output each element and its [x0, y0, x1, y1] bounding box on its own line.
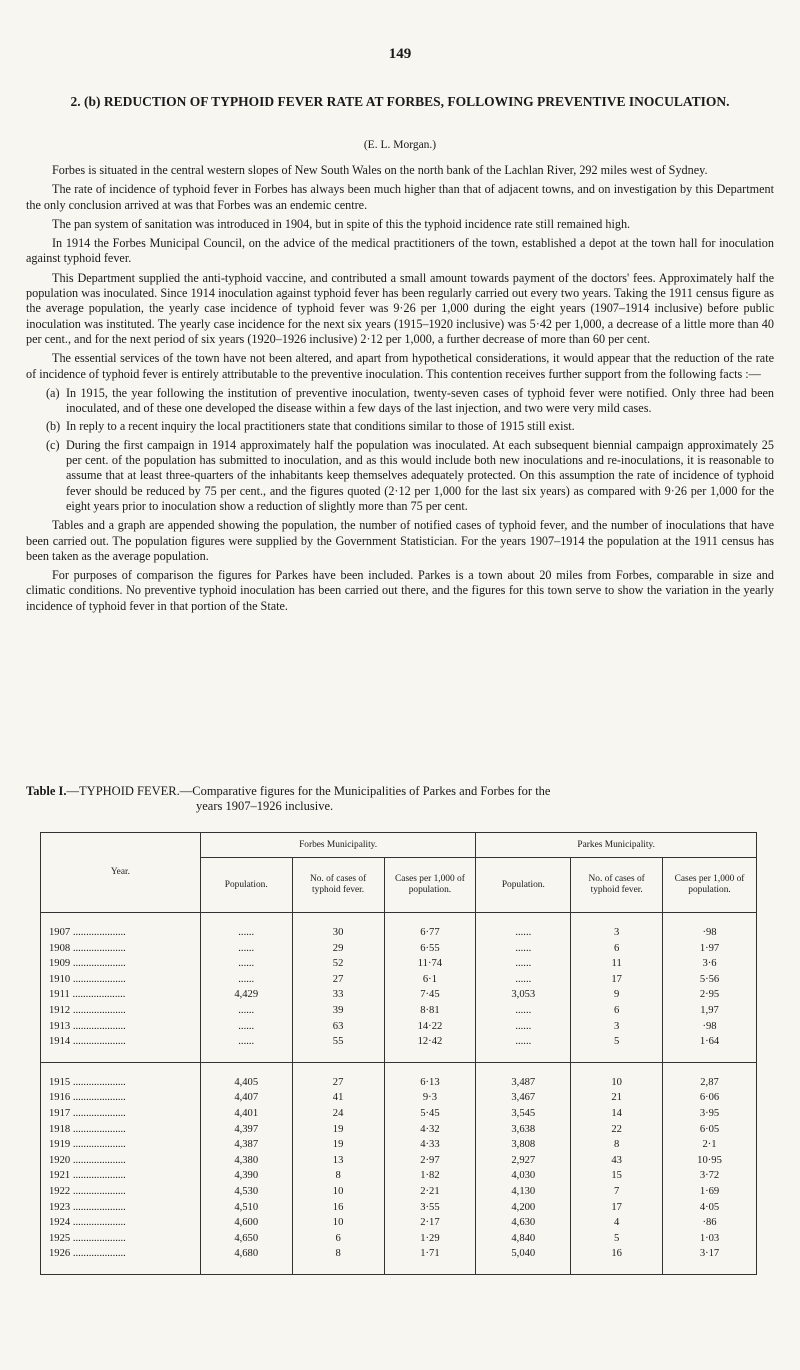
cell-p-pop: 4,130	[476, 1184, 571, 1200]
cell-f-cases: 10	[292, 1184, 384, 1200]
cell-p-rate: ·86	[663, 1215, 757, 1231]
spacer-cell	[476, 1050, 571, 1063]
cell-p-rate: 2,87	[663, 1075, 757, 1091]
cell-f-rate: 4·32	[384, 1122, 476, 1138]
table-row	[41, 1246, 757, 1262]
page-number: 149	[388, 46, 412, 62]
table-label: Table I.	[26, 784, 67, 798]
cell-f-cases: 41	[292, 1090, 384, 1106]
cell-p-pop: ......	[476, 972, 571, 988]
cell-p-rate: 3·72	[663, 1168, 757, 1184]
paragraph: The essential services of the town have not been altered, and apart from hypothetical considerations, it would appear that the reduction of the rate of incidence of typhoid fever is entirely attributable to the preventive inoculation. This contention receives further support from the following facts :—	[26, 351, 774, 381]
cell-p-rate: 3·17	[663, 1246, 757, 1262]
cell-p-pop: 4,030	[476, 1168, 571, 1184]
facts-list	[26, 386, 774, 514]
cell-p-cases: 5	[571, 1231, 663, 1247]
typhoid-table	[40, 832, 757, 1275]
table-row	[41, 1137, 757, 1153]
cell-p-cases: 15	[571, 1168, 663, 1184]
cell-f-cases: 63	[292, 1019, 384, 1035]
table-row	[41, 941, 757, 957]
cell-year: 1914 ....................	[41, 1034, 201, 1050]
cell-f-rate: 2·97	[384, 1153, 476, 1169]
spacer-cell	[41, 1062, 201, 1075]
table-row	[41, 1090, 757, 1106]
cell-p-rate: 6·05	[663, 1122, 757, 1138]
cell-f-cases: 10	[292, 1215, 384, 1231]
spacer-cell	[571, 1050, 663, 1063]
cell-f-cases: 19	[292, 1122, 384, 1138]
cell-p-cases: 4	[571, 1215, 663, 1231]
cell-f-cases: 39	[292, 1003, 384, 1019]
cell-p-cases: 16	[571, 1246, 663, 1262]
cell-f-cases: 29	[292, 941, 384, 957]
cell-year: 1924 ....................	[41, 1215, 201, 1231]
cell-f-cases: 33	[292, 987, 384, 1003]
cell-p-cases: 43	[571, 1153, 663, 1169]
fact-text: In reply to a recent inquiry the local practitioners state that conditions similar to those of 1915 still exist.	[66, 419, 575, 434]
fact-item	[26, 419, 774, 434]
table-row	[41, 1200, 757, 1216]
cell-p-cases: 3	[571, 1019, 663, 1035]
cell-p-pop: ......	[476, 956, 571, 972]
spacer-cell	[41, 1050, 201, 1063]
cell-p-rate: ·98	[663, 925, 757, 941]
cell-f-cases: 16	[292, 1200, 384, 1216]
table-row	[41, 956, 757, 972]
cell-f-rate: 1·82	[384, 1168, 476, 1184]
cell-p-cases: 6	[571, 1003, 663, 1019]
cell-f-cases: 19	[292, 1137, 384, 1153]
cell-p-rate: 5·56	[663, 972, 757, 988]
col-header-year: Year.	[41, 833, 201, 913]
cell-f-rate: 2·21	[384, 1184, 476, 1200]
paragraph: Forbes is situated in the central western slopes of New South Wales on the north bank of the Lachlan River, 292 miles west of Sydney.	[52, 163, 708, 177]
cell-p-rate: 1·03	[663, 1231, 757, 1247]
cell-year: 1913 ....................	[41, 1019, 201, 1035]
cell-year: 1922 ....................	[41, 1184, 201, 1200]
fact-text: In 1915, the year following the institution of preventive inoculation, twenty-seven cases of typhoid fever were notified. Only three had been inoculated, and of these one developed the disease within a few days of the last injection, and two were very mild cases.	[66, 385, 774, 416]
cell-year: 1921 ....................	[41, 1168, 201, 1184]
cell-p-pop: 4,200	[476, 1200, 571, 1216]
cell-f-pop: 4,510	[200, 1200, 292, 1216]
cell-p-rate: 3·6	[663, 956, 757, 972]
table-row	[41, 1153, 757, 1169]
paragraph: This Department supplied the anti-typhoid vaccine, and contributed a small amount towards payment of the doctors' fees. Approximately half the population was inoculated. Since 1914 inoculation against typhoid fever has been regularly carried out every two years. Taking the 1911 census figure as the average population, the yearly case incidence of typhoid fever was 9·26 per 1,000 during the eight years (1907–1914 inclusive) before public inoculation was instituted. The yearly case incidence for the next six years (1915–1920 inclusive) was 5·42 per 1,000, a decrease of a little more than 40 per cent., and for the next period of six years (1920–1926 inclusive) 2·12 per 1,000, a further decrease of more than 60 per cent.	[26, 270, 774, 346]
cell-p-cases: 17	[571, 1200, 663, 1216]
cell-f-cases: 30	[292, 925, 384, 941]
cell-year: 1917 ....................	[41, 1106, 201, 1122]
cell-f-pop: 4,405	[200, 1075, 292, 1091]
cell-p-pop: 3,545	[476, 1106, 571, 1122]
cell-f-rate: 3·55	[384, 1200, 476, 1216]
spacer-cell	[476, 1062, 571, 1075]
col-header-parkes-rate: Cases per 1,000 of population.	[663, 858, 757, 913]
fact-item	[26, 386, 774, 417]
cell-f-pop: ......	[200, 956, 292, 972]
cell-p-pop: 4,840	[476, 1231, 571, 1247]
table-row	[41, 1215, 757, 1231]
cell-p-pop: 3,487	[476, 1075, 571, 1091]
cell-p-pop: 4,630	[476, 1215, 571, 1231]
cell-year: 1916 ....................	[41, 1090, 201, 1106]
cell-f-pop: 4,401	[200, 1106, 292, 1122]
cell-f-pop: 4,600	[200, 1215, 292, 1231]
cell-year: 1925 ....................	[41, 1231, 201, 1247]
paragraph: For purposes of comparison the figures for Parkes have been included. Parkes is a town about 20 miles from Forbes, comparable in size and climatic conditions. No preventive typhoid inoculation has been carried out there, and the figures for this town serve to show the variation in the yearly incidence of typhoid fever in that portion of the State.	[26, 568, 774, 613]
cell-f-cases: 52	[292, 956, 384, 972]
fact-label: (a)	[46, 385, 60, 400]
spacer-cell	[476, 913, 571, 926]
paragraph: The pan system of sanitation was introduced in 1904, but in spite of this the typhoid incidence rate still remained high.	[52, 216, 631, 231]
spacer-cell	[571, 1262, 663, 1275]
cell-f-pop: 4,429	[200, 987, 292, 1003]
spacer-cell	[384, 1262, 476, 1275]
col-header-forbes-rate: Cases per 1,000 of population.	[384, 858, 476, 913]
spacer-cell	[571, 1062, 663, 1075]
spacer-cell	[384, 913, 476, 926]
cell-f-rate: 6·77	[384, 925, 476, 941]
spacer-cell	[663, 913, 757, 926]
cell-f-pop: 4,650	[200, 1231, 292, 1247]
cell-year: 1910 ....................	[41, 972, 201, 988]
cell-p-rate: 4·05	[663, 1200, 757, 1216]
cell-f-rate: 7·45	[384, 987, 476, 1003]
spacer-cell	[292, 913, 384, 926]
table-row	[41, 1075, 757, 1091]
cell-f-pop: 4,387	[200, 1137, 292, 1153]
col-header-parkes-cases: No. of cases of typhoid fever.	[571, 858, 663, 913]
spacer-cell	[663, 1050, 757, 1063]
cell-f-rate: 12·42	[384, 1034, 476, 1050]
spacer-cell	[292, 1062, 384, 1075]
cell-f-pop: 4,407	[200, 1090, 292, 1106]
cell-p-rate: ·98	[663, 1019, 757, 1035]
cell-f-pop: ......	[200, 1003, 292, 1019]
cell-p-cases: 8	[571, 1137, 663, 1153]
cell-p-pop: 3,808	[476, 1137, 571, 1153]
cell-f-cases: 8	[292, 1246, 384, 1262]
cell-year: 1923 ....................	[41, 1200, 201, 1216]
cell-f-rate: 8·81	[384, 1003, 476, 1019]
cell-year: 1918 ....................	[41, 1122, 201, 1138]
paragraph: Tables and a graph are appended showing the population, the number of notified cases of typhoid fever, and the number of inoculations that have been carried out. The population figures were supplied by the Government Statistician. For the years 1907–1914 the population at the 1911 census has been taken as the average population.	[26, 518, 774, 563]
cell-f-rate: 6·13	[384, 1075, 476, 1091]
cell-p-pop: 3,638	[476, 1122, 571, 1138]
cell-year: 1912 ....................	[41, 1003, 201, 1019]
table-row	[41, 925, 757, 941]
cell-f-cases: 27	[292, 972, 384, 988]
cell-p-rate: 3·95	[663, 1106, 757, 1122]
cell-p-rate: 1·64	[663, 1034, 757, 1050]
cell-p-rate: 1,97	[663, 1003, 757, 1019]
spacer-cell	[571, 913, 663, 926]
cell-year: 1907 ....................	[41, 925, 201, 941]
table-body	[41, 913, 757, 1275]
cell-p-cases: 17	[571, 972, 663, 988]
cell-p-cases: 11	[571, 956, 663, 972]
spacer-cell	[292, 1262, 384, 1275]
cell-f-pop: 4,397	[200, 1122, 292, 1138]
group-header-forbes: Forbes Municipality.	[200, 833, 476, 858]
cell-p-pop: 5,040	[476, 1246, 571, 1262]
cell-f-pop: ......	[200, 1019, 292, 1035]
table-spacer-row	[41, 1062, 757, 1075]
cell-year: 1919 ....................	[41, 1137, 201, 1153]
spacer-cell	[663, 1062, 757, 1075]
cell-f-cases: 24	[292, 1106, 384, 1122]
cell-f-pop: ......	[200, 972, 292, 988]
fact-label: (b)	[46, 419, 61, 434]
cell-p-pop: ......	[476, 941, 571, 957]
col-header-forbes-population: Population.	[200, 858, 292, 913]
cell-year: 1911 ....................	[41, 987, 201, 1003]
cell-f-rate: 1·71	[384, 1246, 476, 1262]
spacer-cell	[41, 1262, 201, 1275]
cell-p-pop: ......	[476, 1034, 571, 1050]
cell-f-rate: 14·22	[384, 1019, 476, 1035]
cell-p-rate: 1·69	[663, 1184, 757, 1200]
group-header-parkes: Parkes Municipality.	[476, 833, 757, 858]
cell-p-pop: 2,927	[476, 1153, 571, 1169]
cell-p-rate: 2·1	[663, 1137, 757, 1153]
table-row	[41, 1003, 757, 1019]
section-heading: 2. (b) REDUCTION OF TYPHOID FEVER RATE AT FORBES, FOLLOWING PREVENTIVE INOCULATION.	[70, 94, 730, 109]
spacer-cell	[200, 1050, 292, 1063]
cell-f-pop: 4,390	[200, 1168, 292, 1184]
cell-f-rate: 11·74	[384, 956, 476, 972]
author-line: (E. L. Morgan.)	[363, 139, 437, 151]
spacer-cell	[200, 1262, 292, 1275]
spacer-cell	[384, 1050, 476, 1063]
table-row	[41, 1034, 757, 1050]
cell-p-cases: 14	[571, 1106, 663, 1122]
cell-p-pop: ......	[476, 1019, 571, 1035]
fact-item	[26, 438, 774, 514]
table-title-line2: years 1907–1926 inclusive.	[196, 799, 334, 813]
cell-p-pop: ......	[476, 1003, 571, 1019]
cell-p-cases: 10	[571, 1075, 663, 1091]
table-row	[41, 987, 757, 1003]
table-spacer-row	[41, 1262, 757, 1275]
cell-f-rate: 2·17	[384, 1215, 476, 1231]
cell-f-pop: ......	[200, 941, 292, 957]
spacer-cell	[476, 1262, 571, 1275]
cell-p-pop: 3,467	[476, 1090, 571, 1106]
cell-p-rate: 1·97	[663, 941, 757, 957]
spacer-cell	[384, 1062, 476, 1075]
table-spacer-row	[41, 913, 757, 926]
table-row	[41, 1184, 757, 1200]
cell-p-pop: 3,053	[476, 987, 571, 1003]
cell-p-rate: 10·95	[663, 1153, 757, 1169]
cell-p-cases: 3	[571, 925, 663, 941]
cell-f-pop: 4,380	[200, 1153, 292, 1169]
cell-f-cases: 8	[292, 1168, 384, 1184]
cell-f-cases: 27	[292, 1075, 384, 1091]
spacer-cell	[200, 913, 292, 926]
spacer-cell	[663, 1262, 757, 1275]
cell-f-pop: 4,680	[200, 1246, 292, 1262]
col-header-parkes-population: Population.	[476, 858, 571, 913]
cell-p-cases: 6	[571, 941, 663, 957]
cell-f-cases: 6	[292, 1231, 384, 1247]
spacer-cell	[41, 913, 201, 926]
spacer-cell	[292, 1050, 384, 1063]
cell-f-rate: 5·45	[384, 1106, 476, 1122]
cell-year: 1909 ....................	[41, 956, 201, 972]
paragraph: The rate of incidence of typhoid fever in Forbes has always been much higher than that of adjacent towns, and on investigation by this Department the only conclusion arrived at was that Forbes was an endemic centre.	[26, 182, 774, 212]
cell-p-rate: 2·95	[663, 987, 757, 1003]
table-row	[41, 1168, 757, 1184]
cell-p-cases: 7	[571, 1184, 663, 1200]
paragraph: In 1914 the Forbes Municipal Council, on the advice of the medical practitioners of the town, established a depot at the town hall for inoculation against typhoid fever.	[26, 236, 774, 266]
cell-year: 1908 ....................	[41, 941, 201, 957]
cell-f-pop: 4,530	[200, 1184, 292, 1200]
table-spacer-row	[41, 1050, 757, 1063]
cell-year: 1920 ....................	[41, 1153, 201, 1169]
fact-label: (c)	[46, 437, 60, 452]
body-text	[26, 163, 774, 618]
col-header-forbes-cases: No. of cases of typhoid fever.	[292, 858, 384, 913]
table-caption	[26, 784, 774, 814]
table-row	[41, 1106, 757, 1122]
cell-f-cases: 13	[292, 1153, 384, 1169]
cell-f-rate: 6·1	[384, 972, 476, 988]
table-row	[41, 1122, 757, 1138]
cell-p-rate: 6·06	[663, 1090, 757, 1106]
cell-year: 1926 ....................	[41, 1246, 201, 1262]
cell-f-pop: ......	[200, 1034, 292, 1050]
cell-p-cases: 21	[571, 1090, 663, 1106]
cell-p-cases: 5	[571, 1034, 663, 1050]
cell-f-pop: ......	[200, 925, 292, 941]
fact-text: During the first campaign in 1914 approximately half the population was inoculated. At each subsequent biennial campaign approximately 25 per cent. of the population has submitted to inoculation, and as this would include both new inoculations and re-inoculations, it is reasonable to assume that at least three-quarters of the inhabitants keep themselves adequately protected. On this assumption the rate of incidence of typhoid fever should be reduced by 75 per cent., and the figures quoted (2·12 per 1,000 for the last six years) as compared with 9·26 per 1,000 for the eight years prior to inoculation show a reduction of slightly more than 75 per cent.	[66, 437, 774, 513]
table-row	[41, 972, 757, 988]
cell-f-rate: 6·55	[384, 941, 476, 957]
table-title: —TYPHOID FEVER.—Comparative figures for the Municipalities of Parkes and Forbes for the	[66, 784, 551, 798]
cell-year: 1915 ....................	[41, 1075, 201, 1091]
cell-p-pop: ......	[476, 925, 571, 941]
table-row	[41, 1019, 757, 1035]
cell-f-rate: 1·29	[384, 1231, 476, 1247]
cell-p-cases: 9	[571, 987, 663, 1003]
table-row	[41, 1231, 757, 1247]
cell-p-cases: 22	[571, 1122, 663, 1138]
cell-f-rate: 4·33	[384, 1137, 476, 1153]
cell-f-cases: 55	[292, 1034, 384, 1050]
cell-f-rate: 9·3	[384, 1090, 476, 1106]
spacer-cell	[200, 1062, 292, 1075]
